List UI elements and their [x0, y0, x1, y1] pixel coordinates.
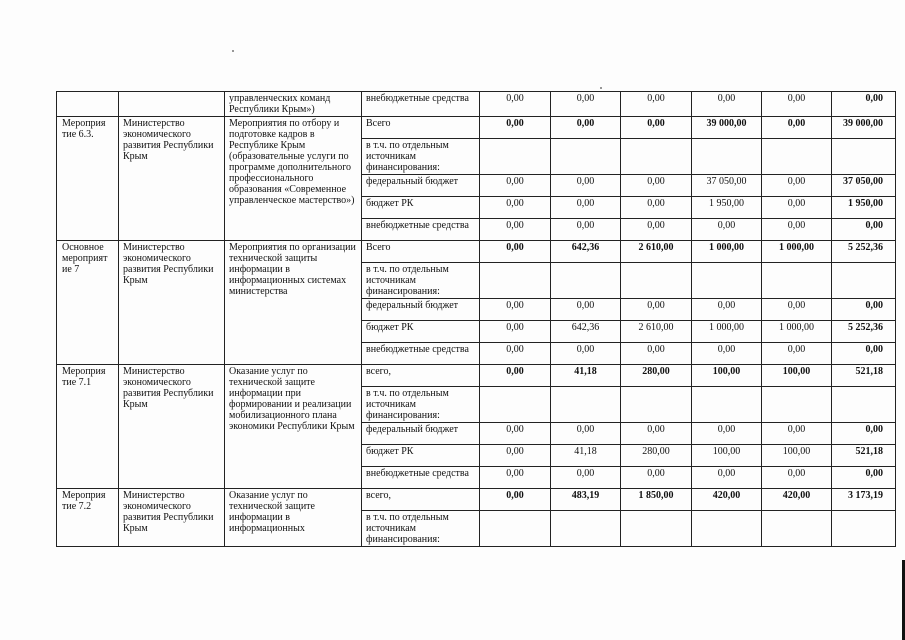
- amount-cell: 521,18: [832, 365, 896, 387]
- amount-cell: 0,00: [480, 343, 551, 365]
- amount-cell: 100,00: [692, 445, 762, 467]
- scan-speck: [232, 50, 234, 52]
- amount-cell: 3 173,19: [832, 489, 896, 511]
- amount-cell: 0,00: [762, 117, 832, 139]
- measure-id-cell: Мероприя тие 7.2: [57, 489, 119, 547]
- amount-cell: 0,00: [832, 423, 896, 445]
- amount-cell: 642,36: [551, 321, 621, 343]
- amount-cell: 0,00: [762, 423, 832, 445]
- amount-cell: 0,00: [762, 197, 832, 219]
- amount-cell: 100,00: [692, 365, 762, 387]
- funding-source-cell: в т.ч. по отдельным источникам финансирования:: [362, 139, 480, 175]
- amount-cell: [762, 263, 832, 299]
- amount-cell: [692, 139, 762, 175]
- amount-cell: 5 252,36: [832, 241, 896, 263]
- funding-source-cell: федеральный бюджет: [362, 299, 480, 321]
- amount-cell: 0,00: [551, 197, 621, 219]
- amount-cell: [480, 139, 551, 175]
- amount-cell: 0,00: [692, 219, 762, 241]
- amount-cell: [832, 387, 896, 423]
- amount-cell: 39 000,00: [692, 117, 762, 139]
- scan-speck: [600, 87, 602, 89]
- amount-cell: 0,00: [621, 175, 692, 197]
- amount-cell: [551, 511, 621, 547]
- executor-cell: Министерство экономического развития Республики Крым: [119, 117, 225, 241]
- amount-cell: 0,00: [621, 219, 692, 241]
- amount-cell: 0,00: [551, 423, 621, 445]
- amount-cell: 0,00: [692, 343, 762, 365]
- funding-source-cell: в т.ч. по отдельным источникам финансирования:: [362, 511, 480, 547]
- amount-cell: 0,00: [480, 241, 551, 263]
- funding-source-cell: внебюджетные средства: [362, 219, 480, 241]
- amount-cell: 41,18: [551, 445, 621, 467]
- amount-cell: 100,00: [762, 445, 832, 467]
- amount-cell: 1 000,00: [762, 321, 832, 343]
- amount-cell: 0,00: [480, 423, 551, 445]
- executor-cell: Министерство экономического развития Республики Крым: [119, 241, 225, 365]
- amount-cell: 100,00: [762, 365, 832, 387]
- table-row: [57, 489, 896, 511]
- amount-cell: 0,00: [832, 299, 896, 321]
- executor-cell: Министерство экономического развития Республики Крым: [119, 365, 225, 489]
- amount-cell: 521,18: [832, 445, 896, 467]
- executor-cell: [119, 92, 225, 117]
- measure-title-cell: Оказание услуг по технической защите информации при формировании и реализации мобилизационного плана экономики Республики Крым: [225, 365, 362, 489]
- funding-source-cell: Всего: [362, 117, 480, 139]
- table-row: [57, 92, 896, 117]
- amount-cell: 1 950,00: [692, 197, 762, 219]
- funding-source-cell: федеральный бюджет: [362, 423, 480, 445]
- amount-cell: 0,00: [480, 365, 551, 387]
- amount-cell: 0,00: [832, 92, 896, 117]
- amount-cell: 0,00: [480, 445, 551, 467]
- amount-cell: 0,00: [692, 467, 762, 489]
- amount-cell: 420,00: [762, 489, 832, 511]
- amount-cell: [692, 387, 762, 423]
- amount-cell: 0,00: [551, 92, 621, 117]
- funding-source-cell: Всего: [362, 241, 480, 263]
- amount-cell: 420,00: [692, 489, 762, 511]
- amount-cell: 0,00: [762, 467, 832, 489]
- amount-cell: 39 000,00: [832, 117, 896, 139]
- budget-table: [56, 91, 896, 547]
- amount-cell: 5 252,36: [832, 321, 896, 343]
- amount-cell: [621, 263, 692, 299]
- amount-cell: 41,18: [551, 365, 621, 387]
- amount-cell: 0,00: [551, 467, 621, 489]
- amount-cell: [480, 387, 551, 423]
- table-row: [57, 241, 896, 263]
- amount-cell: 1 950,00: [832, 197, 896, 219]
- amount-cell: 1 000,00: [692, 241, 762, 263]
- amount-cell: 0,00: [480, 92, 551, 117]
- amount-cell: [832, 263, 896, 299]
- amount-cell: [621, 139, 692, 175]
- amount-cell: 0,00: [551, 219, 621, 241]
- amount-cell: 0,00: [762, 92, 832, 117]
- amount-cell: [621, 511, 692, 547]
- amount-cell: 0,00: [832, 343, 896, 365]
- amount-cell: 280,00: [621, 445, 692, 467]
- funding-source-cell: бюджет РК: [362, 197, 480, 219]
- amount-cell: 0,00: [551, 343, 621, 365]
- amount-cell: 0,00: [480, 117, 551, 139]
- amount-cell: 0,00: [480, 197, 551, 219]
- amount-cell: [480, 511, 551, 547]
- amount-cell: 2 610,00: [621, 241, 692, 263]
- funding-source-cell: в т.ч. по отдельным источникам финансирования:: [362, 387, 480, 423]
- amount-cell: 0,00: [480, 321, 551, 343]
- measure-title-cell: Мероприятия по организации технической защиты информации в информационных системах министерства: [225, 241, 362, 365]
- amount-cell: 1 850,00: [621, 489, 692, 511]
- amount-cell: 1 000,00: [762, 241, 832, 263]
- measure-title-cell: Оказание услуг по технической защите информации в информационных: [225, 489, 362, 547]
- amount-cell: 0,00: [692, 423, 762, 445]
- amount-cell: [551, 387, 621, 423]
- amount-cell: [480, 263, 551, 299]
- amount-cell: [762, 139, 832, 175]
- amount-cell: [692, 511, 762, 547]
- amount-cell: 0,00: [621, 117, 692, 139]
- amount-cell: 37 050,00: [832, 175, 896, 197]
- amount-cell: [832, 511, 896, 547]
- amount-cell: 0,00: [832, 467, 896, 489]
- amount-cell: 0,00: [480, 175, 551, 197]
- measure-title-cell: Мероприятия по отбору и подготовке кадров в Республике Крым (образовательные услуги по программе дополнительного профессионального образования «Современное управленческое мастерство»): [225, 117, 362, 241]
- amount-cell: 0,00: [621, 343, 692, 365]
- amount-cell: 0,00: [762, 343, 832, 365]
- amount-cell: 0,00: [762, 175, 832, 197]
- measure-id-cell: Мероприя тие 7.1: [57, 365, 119, 489]
- amount-cell: 0,00: [621, 299, 692, 321]
- amount-cell: 0,00: [621, 467, 692, 489]
- amount-cell: 483,19: [551, 489, 621, 511]
- amount-cell: [621, 387, 692, 423]
- funding-source-cell: внебюджетные средства: [362, 92, 480, 117]
- funding-source-cell: бюджет РК: [362, 321, 480, 343]
- amount-cell: 0,00: [480, 219, 551, 241]
- amount-cell: [551, 139, 621, 175]
- amount-cell: 0,00: [551, 117, 621, 139]
- budget-table-body: [57, 92, 896, 547]
- amount-cell: 0,00: [551, 175, 621, 197]
- measure-title-cell: управленческих команд Республики Крым»): [225, 92, 362, 117]
- amount-cell: [762, 511, 832, 547]
- executor-cell: Министерство экономического развития Республики Крым: [119, 489, 225, 547]
- amount-cell: 0,00: [621, 423, 692, 445]
- amount-cell: 0,00: [762, 219, 832, 241]
- measure-id-cell: [57, 92, 119, 117]
- amount-cell: 0,00: [621, 197, 692, 219]
- amount-cell: 0,00: [480, 467, 551, 489]
- amount-cell: [832, 139, 896, 175]
- table-row: [57, 365, 896, 387]
- amount-cell: [692, 263, 762, 299]
- amount-cell: 642,36: [551, 241, 621, 263]
- amount-cell: 0,00: [832, 219, 896, 241]
- measure-id-cell: Мероприя тие 6.3.: [57, 117, 119, 241]
- amount-cell: 1 000,00: [692, 321, 762, 343]
- amount-cell: 37 050,00: [692, 175, 762, 197]
- amount-cell: 0,00: [480, 299, 551, 321]
- funding-source-cell: бюджет РК: [362, 445, 480, 467]
- amount-cell: 0,00: [621, 92, 692, 117]
- amount-cell: 0,00: [480, 489, 551, 511]
- table-row: [57, 117, 896, 139]
- amount-cell: 0,00: [692, 92, 762, 117]
- amount-cell: [762, 387, 832, 423]
- amount-cell: 280,00: [621, 365, 692, 387]
- funding-source-cell: внебюджетные средства: [362, 467, 480, 489]
- amount-cell: [551, 263, 621, 299]
- funding-source-cell: федеральный бюджет: [362, 175, 480, 197]
- funding-source-cell: внебюджетные средства: [362, 343, 480, 365]
- amount-cell: 0,00: [551, 299, 621, 321]
- funding-source-cell: всего,: [362, 365, 480, 387]
- funding-source-cell: в т.ч. по отдельным источникам финансирования:: [362, 263, 480, 299]
- funding-source-cell: всего,: [362, 489, 480, 511]
- amount-cell: 0,00: [762, 299, 832, 321]
- amount-cell: 2 610,00: [621, 321, 692, 343]
- amount-cell: 0,00: [692, 299, 762, 321]
- measure-id-cell: Основное мероприят ие 7: [57, 241, 119, 365]
